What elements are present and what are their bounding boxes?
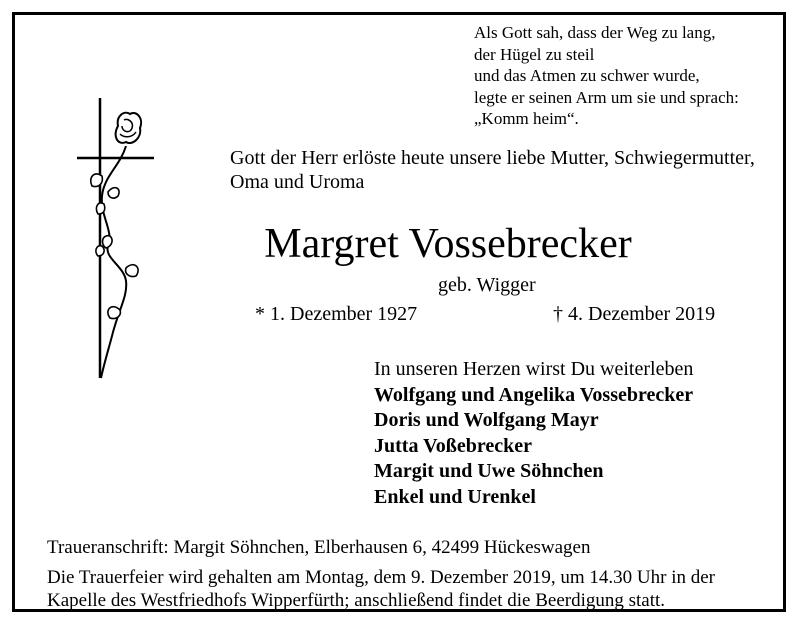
poem-line: legte er seinen Arm um sie und sprach: <box>474 87 739 107</box>
mourning-address: Traueranschrift: Margit Söhnchen, Elberhausen 6, 42499 Hückeswagen <box>47 537 591 558</box>
mourners-list <box>374 357 693 510</box>
intro-line: Gott der Herr erlöste heute unsere liebe Mutter, Schwiegermutter, <box>230 147 755 169</box>
death-date: † 4. Dezember 2019 <box>553 303 716 325</box>
poem <box>474 22 739 130</box>
mourner-name: Jutta Voßebrecker <box>374 434 532 457</box>
mourner-name: Enkel und Urenkel <box>374 485 536 508</box>
deceased-name: Margret Vossebrecker <box>264 221 632 267</box>
poem-line: Als Gott sah, dass der Weg zu lang, <box>474 23 716 42</box>
funeral-service-info <box>47 566 715 612</box>
maiden-name: geb. Wigger <box>438 274 536 296</box>
rose-blossom-icon <box>116 113 142 143</box>
mourners-lead: In unseren Herzen wirst Du weiterleben <box>374 358 694 380</box>
poem-line: „Komm heim“. <box>474 109 579 128</box>
service-line: Die Trauerfeier wird gehalten am Montag, dem 9. Dezember 2019, um 14.30 Uhr in der <box>47 567 715 588</box>
poem-line: und das Atmen zu schwer wurde, <box>474 66 700 85</box>
mourner-name: Doris und Wolfgang Mayr <box>374 409 599 431</box>
mourner-name: Margit und Uwe Söhnchen <box>374 460 604 482</box>
intro-line: Oma und Uroma <box>230 171 365 193</box>
mourner-name: Wolfgang und Angelika Vossebrecker <box>374 383 694 406</box>
birth-date: * 1. Dezember 1927 <box>255 303 418 325</box>
service-line: Kapelle des Westfriedhofs Wipperfürth; anschließend findet die Beerdigung statt. <box>47 590 666 611</box>
intro-text <box>230 146 755 194</box>
poem-line: der Hügel zu steil <box>474 44 595 64</box>
